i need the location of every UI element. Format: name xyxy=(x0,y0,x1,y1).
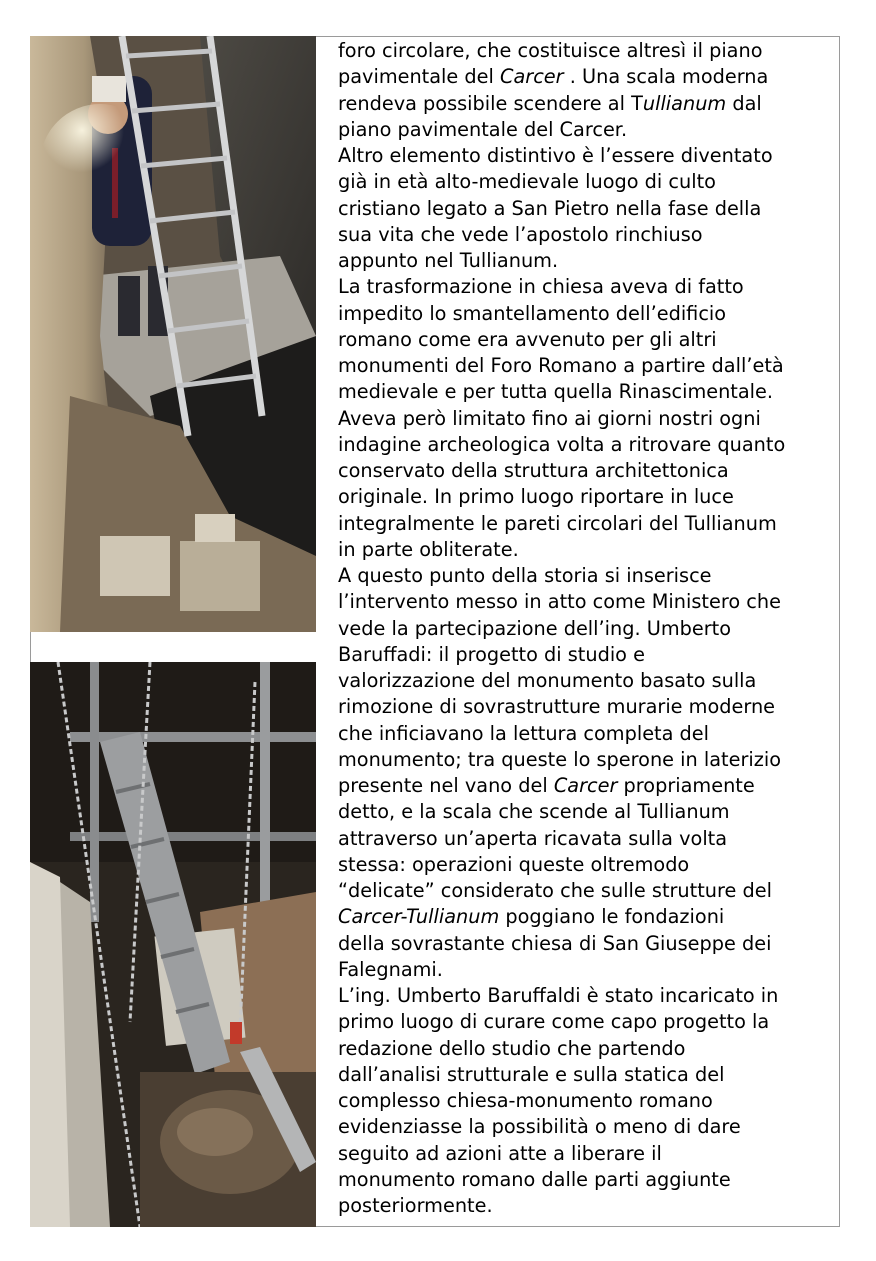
text-span-italic: ullianum xyxy=(642,91,727,115)
paragraph xyxy=(338,983,840,1219)
text-span: propriamente detto, e la scala che scende al Tullianum attraverso un’aperta ricavata sulla volta stessa: operazioni queste oltremodo “delicate” considerato che sulle strutture del xyxy=(338,774,772,902)
text-span: poggiano le fondazioni della sovrastante chiesa di San Giuseppe dei Falegnami. xyxy=(338,905,772,981)
paragraph xyxy=(338,274,840,563)
scaffolding-chains-photo xyxy=(30,662,316,1227)
text-span-italic: Carcer xyxy=(500,65,564,89)
text-span: La trasformazione in chiesa aveva di fatto impedito lo smantellamento dell’edificio romano come era avvenuto per gli altri monumenti del Foro Romano a partire dall’età medievale e per tutta quella Rinascimentale. Aveva però limitato fino ai giorni nostri ogni indagine archeologica volta a ritrovare quanto conservato della struttura architettonica originale. In primo luogo riportare in luce integralmente le pareti circolari del Tullianum in parte obliterate. xyxy=(338,275,786,561)
paragraph xyxy=(338,143,840,274)
text-span: L’ing. Umberto Baruffaldi è stato incaricato in primo luogo di curare come capo progetto la redazione dello studio che partendo dall’analisi strutturale e sulla statica del complesso chiesa-monumento romano evidenziasse la possibilità o meno di dare seguito ad azioni atte a liberare il monumento romano dalle parti aggiunte posteriormente. xyxy=(338,984,779,1217)
text-span: dal piano pavimentale del Carcer. xyxy=(338,91,762,141)
tullianum-ladder-photo xyxy=(30,36,316,632)
body-text xyxy=(338,38,840,1219)
text-span: Altro elemento distintivo è l’essere diventato già in età alto-medievale luogo di culto cristiano legato a San Pietro nella fase della sua vita che vede l’apostolo rinchiuso appunto nel Tullianum. xyxy=(338,144,773,272)
text-span: foro circolare, che costituisce altresì il piano pavimentale del xyxy=(338,39,763,89)
paragraph xyxy=(338,563,840,983)
text-span: A questo punto della storia si inserisce l’intervento messo in atto come Ministero che vede la partecipazione dell’ing. Umberto Baruffadi: il progetto di studio e valorizzazione del monumento basato sulla rimozione di sovrastrutture murarie moderne che inficiavano la lettura completa del monumento; tra queste lo sperone in laterizio presente nel vano del xyxy=(338,564,782,797)
paragraph xyxy=(338,38,840,143)
tullianum-ladder-illustration xyxy=(30,36,316,632)
text-span: . Una scala moderna rendeva possibile scendere al T xyxy=(338,65,769,115)
scaffolding-chains-illustration xyxy=(30,662,316,1227)
text-span-italic: Carcer-Tullianum xyxy=(338,905,500,929)
text-span-italic: Carcer xyxy=(553,774,618,797)
